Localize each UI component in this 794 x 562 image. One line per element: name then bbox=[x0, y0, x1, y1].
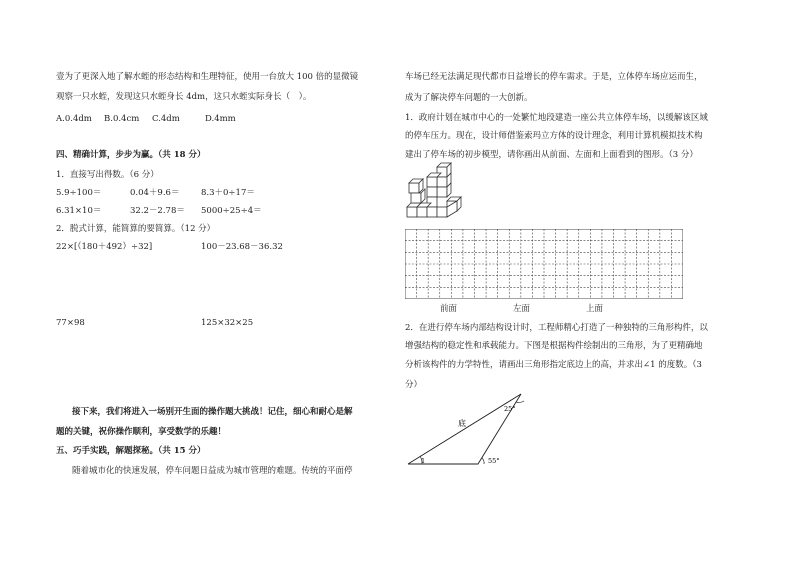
angle-top-label: 25° bbox=[504, 405, 516, 413]
q1-line1: 1．政府计划在城市中心的一处繁忙地段建造一座公共立体停车场，以缓解该区域 bbox=[405, 113, 708, 123]
calc-item: 77×98 bbox=[56, 318, 85, 328]
option-a: A.0.4dm bbox=[56, 114, 92, 124]
cube-model-figure bbox=[403, 161, 473, 223]
calc-item: 5.9÷100＝ bbox=[56, 188, 102, 198]
continued-line1: 车场已经无法满足现代都市日益增长的停车需求。于是，立体停车场应运而生， bbox=[405, 72, 703, 82]
triangle-figure bbox=[400, 390, 550, 470]
view-label-left: 左面 bbox=[513, 304, 531, 314]
encourage-line1: 接下来，我们将进入一场别开生面的操作题大挑战！记住，细心和耐心是解 bbox=[72, 407, 353, 417]
calc-item: 5000÷25÷4＝ bbox=[201, 206, 262, 216]
q2-line3: 分析该构件的力学特性，请画出三角形指定底边上的高，并求出∠1 的度数。（3 bbox=[405, 360, 702, 370]
q2-line1: 2．在进行停车场内部结构设计时，工程师精心打造了一种独特的三角形构件，以 bbox=[405, 323, 708, 333]
option-c: C.4dm bbox=[152, 114, 180, 124]
section4-title: 四、精确计算，步步为赢。（共 18 分） bbox=[56, 150, 206, 160]
calc-item: 8.3＋0÷17＝ bbox=[201, 188, 255, 198]
option-d: D.4mm bbox=[205, 114, 236, 124]
calc-item: 100－23.68－36.32 bbox=[201, 242, 283, 252]
option-b: B.0.4cm bbox=[104, 114, 140, 124]
section5-line: 随着城市化的快速发展，停车问题日益成为城市管理的难题。传统的平面停 bbox=[72, 466, 353, 476]
continued-line2: 成为了解决停车问题的一大创新。 bbox=[405, 93, 533, 103]
question-intro-line2: 观察一只水蛭，发现这只水蛭身长 4dm，这只水蛭实际身长（ ）。 bbox=[56, 92, 312, 102]
q1-label: 1．直接写出得数。（6 分） bbox=[56, 170, 159, 180]
q2-line4: 分） bbox=[405, 380, 423, 390]
view-label-top: 上面 bbox=[586, 304, 604, 314]
encourage-line2: 题的关键，祝你操作顺利，享受数学的乐趣！ bbox=[56, 427, 227, 437]
calc-item: 6.31×10＝ bbox=[56, 206, 102, 216]
view-label-front: 前面 bbox=[440, 304, 458, 314]
q1-line2: 的停车压力。现在，设计师借鉴索玛立方体的设计理念，利用计算机模拟技术构 bbox=[405, 131, 703, 141]
q2-line2: 增强结构的稳定性和承载能力。下图是根据构件绘制出的三角形，为了更精确地 bbox=[405, 341, 703, 351]
section5-title: 五、巧手实践，解题探秘。（共 15 分） bbox=[56, 446, 206, 456]
angle-1-label: 1 bbox=[421, 457, 426, 465]
calc-item: 22×[（180＋492）÷32] bbox=[56, 242, 153, 252]
drawing-grid bbox=[405, 229, 683, 299]
question-intro-line1: 壹为了更深入地了解水蛭的形态结构和生理特征，使用一台放大 100 倍的显微镜 bbox=[56, 72, 359, 82]
calc-item: 32.2－2.78＝ bbox=[130, 206, 185, 216]
calc-item: 125×32×25 bbox=[201, 318, 254, 328]
calc-item: 0.04＋9.6＝ bbox=[130, 188, 180, 198]
q1-line3: 建出了停车场的初步模型，请你画出从前面、左面和上面看到的图形。（3 分） bbox=[405, 150, 698, 160]
triangle-base-label: 底 bbox=[458, 419, 466, 428]
q2-label: 2．脱式计算，能简算的要简算。（12 分） bbox=[56, 224, 216, 234]
angle-right-label: 55° bbox=[488, 457, 500, 465]
